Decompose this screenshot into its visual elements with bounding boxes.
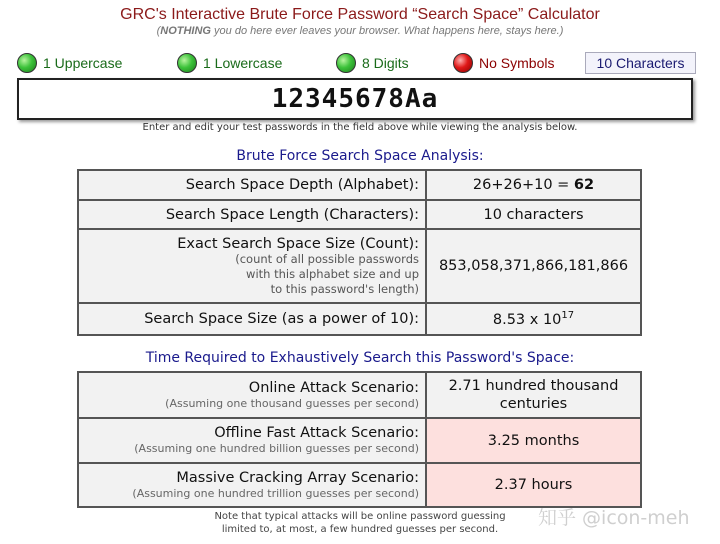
online-attack-value: 2.71 hundred thousand centuries — [426, 372, 641, 418]
table-row — [78, 418, 641, 463]
massive-array-note: (Assuming one hundred trillion guesses per second) — [132, 486, 419, 500]
length-value: 10 characters — [426, 200, 641, 229]
green-status-icon — [177, 53, 197, 73]
indicator-uppercase — [17, 50, 122, 76]
offline-attack-value: 3.25 months — [426, 418, 641, 463]
indicator-lowercase — [177, 50, 282, 76]
exact-size-note: with this alphabet size and up — [246, 266, 419, 281]
indicator-label: 8 Digits — [362, 55, 409, 71]
exact-size-note: (count of all possible passwords — [235, 251, 419, 266]
indicator-label: No Symbols — [479, 55, 555, 71]
exact-size-label: Exact Search Space Size (Count): (count of all possible passwords with this alphabet size and up to this password's length) — [78, 229, 426, 303]
red-status-icon — [453, 53, 473, 73]
table-row — [78, 463, 641, 507]
power-label: Search Space Size (as a power of 10): — [78, 303, 426, 335]
indicator-label: 1 Uppercase — [43, 55, 123, 71]
table-row — [78, 170, 641, 200]
character-count-badge: 10 Characters — [585, 52, 696, 74]
massive-array-label: Massive Cracking Array Scenario: (Assuming one hundred trillion guesses per second) — [78, 463, 426, 507]
depth-value: 26+26+10 = 62 — [426, 170, 641, 200]
indicator-symbols — [453, 50, 554, 76]
green-status-icon — [17, 53, 37, 73]
exact-size-value: 853,058,371,866,181,866 — [426, 229, 641, 303]
search-space-table — [77, 169, 642, 336]
table-row — [78, 229, 641, 303]
length-label: Search Space Length (Characters): — [78, 200, 426, 229]
online-attack-label: Online Attack Scenario: (Assuming one thousand guesses per second) — [78, 372, 426, 418]
page-subtitle: (NOTHING you do here ever leaves your browser. What happens here, stays here.) — [156, 25, 564, 37]
depth-label: Search Space Depth (Alphabet): — [78, 170, 426, 200]
password-hint: Enter and edit your test passwords in the field above while viewing the analysis below. — [142, 122, 578, 133]
time-heading: Time Required to Exhaustively Search this Password's Space: — [145, 350, 575, 366]
green-status-icon — [336, 53, 356, 73]
analysis-heading: Brute Force Search Space Analysis: — [236, 148, 484, 164]
offline-attack-note: (Assuming one hundred billion guesses per second) — [134, 442, 419, 455]
password-input[interactable] — [17, 78, 693, 120]
time-table — [77, 371, 642, 508]
depth-total: 62 — [573, 177, 595, 193]
watermark: 知乎 @icon-meh — [538, 507, 690, 529]
table-row — [78, 372, 641, 418]
indicator-digits — [336, 50, 409, 76]
page-title: GRC's Interactive Brute Force Password “Search Space” Calculator — [120, 6, 600, 23]
power-value: 8.53 x $10^{17}$ — [426, 303, 641, 335]
exact-size-note: to this password's length) — [270, 281, 419, 296]
online-attack-note: (Assuming one thousand guesses per second) — [165, 396, 419, 410]
table-row — [78, 303, 641, 335]
power-exponent: 17 — [561, 310, 575, 322]
footer-note: Note that typical attacks will be online password guessing limited to, at most, a few hundred guesses per second. — [214, 511, 506, 535]
indicator-label: 1 Lowercase — [203, 55, 283, 71]
table-row — [78, 200, 641, 229]
massive-array-value: 2.37 hours — [426, 463, 641, 507]
offline-attack-label: Offline Fast Attack Scenario: (Assuming one hundred billion guesses per second) — [78, 418, 426, 463]
subtitle-emphasis: NOTHING — [160, 25, 211, 37]
